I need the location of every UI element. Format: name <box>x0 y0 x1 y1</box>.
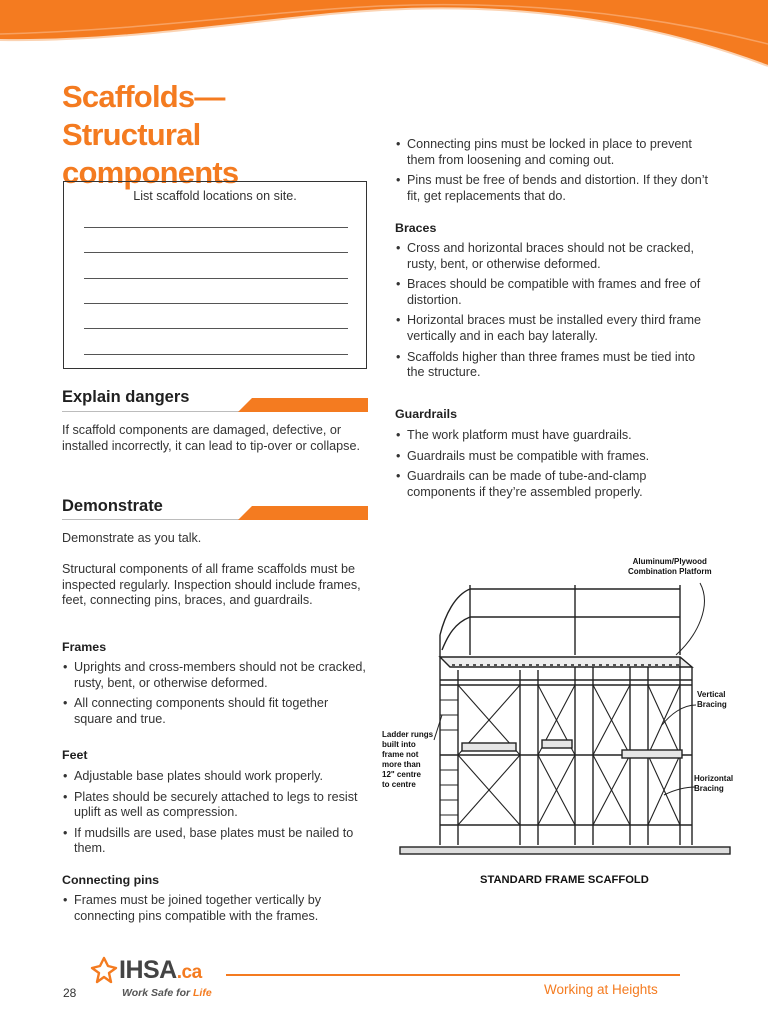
explain-dangers-body: If scaffold components are damaged, defective, or installed incorrectly, it can lead to tip-over or collapse. <box>62 423 360 453</box>
figure-caption: STANDARD FRAME SCAFFOLD <box>480 874 649 886</box>
frames-list <box>62 660 368 732</box>
scaffold-locations-box <box>63 181 367 369</box>
label-line: Ladder rungs <box>382 730 434 739</box>
demonstrate-heading: Demonstrate <box>62 497 163 515</box>
label-vertical-bracing <box>697 690 727 710</box>
footer-rule <box>226 974 680 976</box>
tagline-life: Life <box>193 987 212 999</box>
demonstrate-intro: Demonstrate as you talk. <box>62 531 202 545</box>
connecting-pins-list-a <box>62 893 368 929</box>
heading-accent-bar <box>238 506 368 520</box>
label-line: 12" centre <box>382 770 421 779</box>
mudsill <box>400 847 730 854</box>
scaffold-illustration <box>380 555 740 865</box>
label-line: Vertical <box>697 690 726 699</box>
label-line: to centre <box>382 780 416 789</box>
write-line <box>84 227 348 228</box>
explain-dangers-heading: Explain dangers <box>62 388 190 406</box>
ihsa-logo-icon <box>90 956 118 984</box>
frames-heading: Frames <box>62 640 107 654</box>
logo-suffix: .ca <box>176 962 202 983</box>
list-item: • Cross and horizontal braces should not be cracked, rusty, bent, or otherwise deformed. <box>395 241 715 272</box>
label-platform <box>628 557 712 577</box>
tagline <box>122 987 212 999</box>
list-item: • Frames must be joined together vertically by connecting pins compatible with the frames. <box>62 893 368 924</box>
footer-section-title: Working at Heights <box>544 982 658 997</box>
scaffold-locations-label: List scaffold locations on site. <box>133 189 297 203</box>
list-item: • Plates should be securely attached to legs to resist uplift as well as compression. <box>62 790 368 821</box>
title-line-2: components <box>62 155 239 190</box>
list-item: • Guardrails can be made of tube-and-clamp components if they’re assembled properly. <box>395 469 715 500</box>
list-item: • Adjustable base plates should work properly. <box>62 769 368 785</box>
list-item: • Guardrails must be compatible with frames. <box>395 449 715 465</box>
write-line <box>84 278 348 279</box>
write-line <box>84 354 348 355</box>
list-item: • Pins must be free of bends and distortion. If they don’t fit, get replacements that do. <box>395 173 715 204</box>
ihsa-logo <box>119 956 202 985</box>
braces-heading: Braces <box>395 221 437 235</box>
tagline-prefix: Work Safe for <box>122 987 193 999</box>
label-horizontal-bracing <box>694 774 733 794</box>
list-item: • All connecting components should fit together square and true. <box>62 696 368 727</box>
label-line: frame not <box>382 750 419 759</box>
write-line <box>84 252 348 253</box>
list-item: • Connecting pins must be locked in place to prevent them from loosening and coming out. <box>395 137 715 168</box>
header-wave <box>0 0 768 70</box>
label-line: built into <box>382 740 416 749</box>
list-item: • The work platform must have guardrails. <box>395 428 715 444</box>
feet-list <box>62 769 368 862</box>
braces-list <box>395 241 715 386</box>
label-line: Combination Platform <box>628 567 712 576</box>
label-line: more than <box>382 760 421 769</box>
demonstrate-body: Structural components of all frame scaffolds must be inspected regularly. Inspection should include frames, feet, connecting pins, braces, and guardrails. <box>62 562 361 608</box>
list-item: • Uprights and cross-members should not be cracked, rusty, bent, or otherwise deformed. <box>62 660 368 691</box>
page-title <box>62 78 362 192</box>
write-line <box>84 328 348 329</box>
connecting-pins-heading: Connecting pins <box>62 873 160 887</box>
list-item: • Braces should be compatible with frames and free of distortion. <box>395 277 715 308</box>
label-ladder-rungs <box>382 730 433 790</box>
heading-accent-bar <box>238 398 368 412</box>
label-line: Aluminum/Plywood <box>632 557 707 566</box>
write-line <box>84 303 348 304</box>
list-item: • If mudsills are used, base plates must be nailed to them. <box>62 826 368 857</box>
list-item: • Horizontal braces must be installed every third frame vertically and in each bay laterally. <box>395 313 715 344</box>
feet-heading: Feet <box>62 748 88 762</box>
callout-lines <box>434 583 704 795</box>
list-item: • Scaffolds higher than three frames must be tied into the structure. <box>395 350 715 381</box>
page-number: 28 <box>63 986 77 1000</box>
label-line: Bracing <box>694 784 724 793</box>
connecting-pins-list-b <box>395 137 715 209</box>
label-line: Horizontal <box>694 774 734 783</box>
logo-text: IHSA <box>119 956 177 984</box>
ladder-rungs <box>440 700 458 815</box>
platform <box>440 657 692 667</box>
guardrails-list <box>395 428 715 505</box>
title-line-1: Scaffolds—Structural <box>62 79 225 152</box>
label-line: Bracing <box>697 700 727 709</box>
guardrail <box>440 585 680 665</box>
guardrails-heading: Guardrails <box>395 407 457 421</box>
